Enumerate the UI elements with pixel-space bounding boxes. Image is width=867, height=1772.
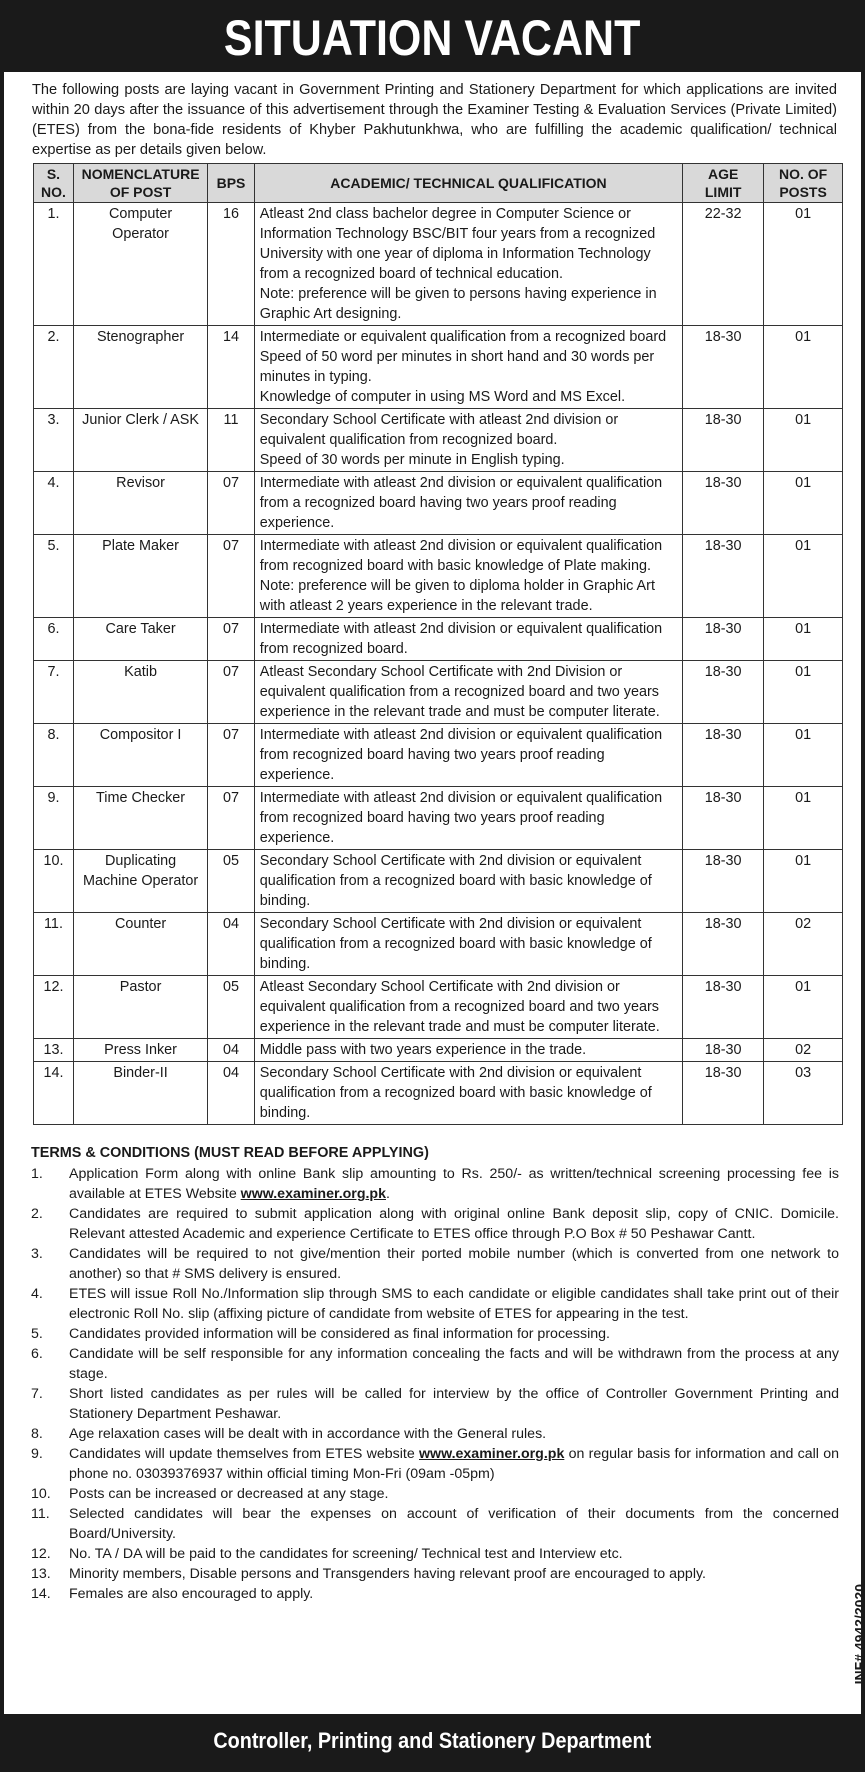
col-header-qualification: ACADEMIC/ TECHNICAL QUALIFICATION bbox=[254, 164, 682, 203]
cell-qualification: Intermediate or equivalent qualification from a recognized board Speed of 50 word per minutes in short hand and 30 words per minutes in typing. Knowledge of computer in using MS Word and MS Excel. bbox=[254, 326, 682, 409]
cell-qualification: Intermediate with atleast 2nd division or equivalent qualification from recognized board with basic knowledge of Plate making. Note: preference will be given to diploma holder in Graphic Art with atleast 2 years experience in the relevant trade. bbox=[254, 535, 682, 618]
term-text-tail: . bbox=[386, 1186, 390, 1202]
footer-banner bbox=[4, 1714, 861, 1768]
cell-age: 18-30 bbox=[683, 661, 764, 724]
term-text-body: Candidates will update themselves from ETES website bbox=[69, 1446, 419, 1462]
cell-post: Press Inker bbox=[73, 1039, 207, 1062]
cell-sno: 7. bbox=[34, 661, 74, 724]
cell-bps: 07 bbox=[208, 787, 255, 850]
cell-age: 18-30 bbox=[683, 535, 764, 618]
cell-post: Binder-II bbox=[73, 1062, 207, 1125]
term-text-body: Posts can be increased or decreased at any stage. bbox=[69, 1486, 389, 1502]
cell-bps: 04 bbox=[208, 913, 255, 976]
cell-age: 18-30 bbox=[683, 1062, 764, 1125]
list-item bbox=[31, 1164, 839, 1204]
term-text bbox=[69, 1284, 839, 1324]
table-row bbox=[34, 535, 843, 618]
cell-posts: 01 bbox=[764, 724, 843, 787]
col-header-sno: S. NO. bbox=[34, 164, 74, 203]
cell-sno: 8. bbox=[34, 724, 74, 787]
cell-qualification: Intermediate with atleast 2nd division or equivalent qualification from recognized board. bbox=[254, 618, 682, 661]
term-number: 5. bbox=[31, 1326, 43, 1342]
term-text-tail: on regular basis for information and call on phone no. 03039376937 within official timing Mon-Fri (09am -05pm) bbox=[69, 1446, 839, 1482]
col-header-bps: BPS bbox=[208, 164, 255, 203]
cell-sno: 11. bbox=[34, 913, 74, 976]
website-link[interactable]: www.examiner.org.pk bbox=[240, 1186, 386, 1202]
table-row bbox=[34, 913, 843, 976]
cell-age: 18-30 bbox=[683, 326, 764, 409]
header-banner bbox=[4, 4, 861, 72]
cell-bps: 04 bbox=[208, 1062, 255, 1125]
cell-post: Pastor bbox=[73, 976, 207, 1039]
cell-posts: 01 bbox=[764, 618, 843, 661]
cell-posts: 01 bbox=[764, 850, 843, 913]
term-text-body: Candidates will be required to not give/mention their ported mobile number (which is converted from one network to another) so that # SMS delivery is ensured. bbox=[69, 1246, 839, 1282]
term-text bbox=[69, 1164, 839, 1204]
website-link[interactable]: www.examiner.org.pk bbox=[419, 1446, 565, 1462]
cell-qualification: Atleast Secondary School Certificate with 2nd Division or equivalent qualification from a recognized board and two years experience in the relevant trade and must be computer literate. bbox=[254, 661, 682, 724]
cell-age: 22-32 bbox=[683, 203, 764, 326]
cell-age: 18-30 bbox=[683, 472, 764, 535]
term-number: 6. bbox=[31, 1346, 43, 1362]
list-item bbox=[31, 1244, 839, 1284]
cell-posts: 01 bbox=[764, 326, 843, 409]
cell-post: Revisor bbox=[73, 472, 207, 535]
term-number: 9. bbox=[31, 1446, 43, 1462]
list-item bbox=[31, 1584, 839, 1604]
cell-bps: 14 bbox=[208, 326, 255, 409]
cell-age: 18-30 bbox=[683, 724, 764, 787]
cell-post: Junior Clerk / ASK bbox=[73, 409, 207, 472]
table-row bbox=[34, 1062, 843, 1125]
term-text bbox=[69, 1584, 839, 1604]
list-item bbox=[31, 1484, 839, 1504]
table-row bbox=[34, 1039, 843, 1062]
cell-post: Time Checker bbox=[73, 787, 207, 850]
list-item bbox=[31, 1204, 839, 1244]
cell-sno: 2. bbox=[34, 326, 74, 409]
cell-qualification: Atleast Secondary School Certificate with 2nd division or equivalent qualification from a recognized board and two years experience in the relevant trade and must be computer literate. bbox=[254, 976, 682, 1039]
term-text bbox=[69, 1324, 839, 1344]
cell-post: Katib bbox=[73, 661, 207, 724]
list-item bbox=[31, 1424, 839, 1444]
term-number: 7. bbox=[31, 1386, 43, 1402]
cell-age: 18-30 bbox=[683, 850, 764, 913]
cell-bps: 11 bbox=[208, 409, 255, 472]
cell-sno: 10. bbox=[34, 850, 74, 913]
term-text-body: Age relaxation cases will be dealt with in accordance with the General rules. bbox=[69, 1426, 547, 1442]
cell-bps: 05 bbox=[208, 976, 255, 1039]
cell-posts: 01 bbox=[764, 661, 843, 724]
cell-posts: 03 bbox=[764, 1062, 843, 1125]
cell-qualification: Secondary School Certificate with 2nd division or equivalent qualification from a recognized board with basic knowledge of binding. bbox=[254, 913, 682, 976]
cell-bps: 04 bbox=[208, 1039, 255, 1062]
cell-sno: 14. bbox=[34, 1062, 74, 1125]
term-number: 2. bbox=[31, 1206, 43, 1222]
term-text bbox=[69, 1504, 839, 1544]
cell-post: Duplicating Machine Operator bbox=[73, 850, 207, 913]
intro-paragraph: The following posts are laying vacant in Government Printing and Stationery Department for which applications are invited within 20 days after the issuance of this advertisement through the Examiner Testing & Evaluation Services (Private Limited) (ETES) from the bona-fide residents of Khyber Pakhutunkhwa, who are fulfilling the academic qualification/ technical expertise as per details given below. bbox=[32, 82, 837, 158]
cell-age: 18-30 bbox=[683, 1039, 764, 1062]
terms-section bbox=[4, 1125, 861, 1604]
cell-posts: 02 bbox=[764, 913, 843, 976]
cell-posts: 02 bbox=[764, 1039, 843, 1062]
term-text-body: No. TA / DA will be paid to the candidates for screening/ Technical test and Interview etc. bbox=[69, 1546, 623, 1562]
term-text bbox=[69, 1204, 839, 1244]
cell-post: Counter bbox=[73, 913, 207, 976]
cell-bps: 07 bbox=[208, 535, 255, 618]
cell-sno: 13. bbox=[34, 1039, 74, 1062]
cell-age: 18-30 bbox=[683, 787, 764, 850]
cell-age: 18-30 bbox=[683, 618, 764, 661]
cell-sno: 5. bbox=[34, 535, 74, 618]
term-number: 12. bbox=[31, 1546, 51, 1562]
cell-post: Stenographer bbox=[73, 326, 207, 409]
cell-posts: 01 bbox=[764, 203, 843, 326]
term-text-body: ETES will issue Roll No./Information slip through SMS to each candidate or eligible candidates shall take print out of their electronic Roll No. slip (affixing picture of candidate from website of ETES for appearing in the test. bbox=[69, 1286, 839, 1322]
list-item bbox=[31, 1344, 839, 1384]
cell-bps: 05 bbox=[208, 850, 255, 913]
cell-post: Plate Maker bbox=[73, 535, 207, 618]
cell-sno: 1. bbox=[34, 203, 74, 326]
term-text bbox=[69, 1564, 839, 1584]
term-text bbox=[69, 1544, 839, 1564]
term-number: 8. bbox=[31, 1426, 43, 1442]
inf-number: INF# 4942/2020 bbox=[851, 1584, 867, 1685]
cell-bps: 07 bbox=[208, 661, 255, 724]
cell-sno: 6. bbox=[34, 618, 74, 661]
term-text-body: Selected candidates will bear the expenses on account of verification of their documents from the concerned Board/University. bbox=[69, 1506, 839, 1542]
cell-qualification: Intermediate with atleast 2nd division or equivalent qualification from a recognized board having two years proof reading experience. bbox=[254, 472, 682, 535]
term-text-body: Minority members, Disable persons and Transgenders having relevant proof are encouraged to apply. bbox=[69, 1566, 706, 1582]
col-header-post: NOMENCLATURE OF POST bbox=[73, 164, 207, 203]
term-number: 13. bbox=[31, 1566, 51, 1582]
list-item bbox=[31, 1544, 839, 1564]
term-text bbox=[69, 1344, 839, 1384]
list-item bbox=[31, 1324, 839, 1344]
cell-sno: 9. bbox=[34, 787, 74, 850]
table-row bbox=[34, 326, 843, 409]
cell-qualification: Secondary School Certificate with 2nd division or equivalent qualification from a recognized board with basic knowledge of binding. bbox=[254, 850, 682, 913]
table-row bbox=[34, 472, 843, 535]
table-row bbox=[34, 724, 843, 787]
term-text bbox=[69, 1424, 839, 1444]
cell-sno: 3. bbox=[34, 409, 74, 472]
posts-table bbox=[33, 163, 843, 1125]
footer-text: Controller, Printing and Stationery Department bbox=[213, 1728, 652, 1753]
table-row bbox=[34, 850, 843, 913]
term-number: 4. bbox=[31, 1286, 43, 1302]
cell-qualification: Secondary School Certificate with 2nd division or equivalent qualification from a recognized board with basic knowledge of binding. bbox=[254, 1062, 682, 1125]
cell-qualification: Secondary School Certificate with atleast 2nd division or equivalent qualification from recognized board. Speed of 30 words per minute in English typing. bbox=[254, 409, 682, 472]
terms-title: TERMS & CONDITIONS (MUST READ BEFORE APPLYING) bbox=[31, 1145, 429, 1161]
col-header-age: AGE LIMIT bbox=[683, 164, 764, 203]
cell-posts: 01 bbox=[764, 787, 843, 850]
table-row bbox=[34, 787, 843, 850]
term-text-body: Short listed candidates as per rules will be called for interview by the office of Controller Government Printing and Stationery Department Peshawar. bbox=[69, 1386, 839, 1422]
terms-list bbox=[31, 1164, 839, 1604]
term-number: 3. bbox=[31, 1246, 43, 1262]
term-number: 1. bbox=[31, 1166, 43, 1182]
cell-qualification: Intermediate with atleast 2nd division or equivalent qualification from recognized board having two years proof reading experience. bbox=[254, 787, 682, 850]
term-number: 11. bbox=[31, 1506, 50, 1522]
table-header-row bbox=[34, 164, 843, 203]
cell-bps: 07 bbox=[208, 472, 255, 535]
term-text-body: Candidates provided information will be considered as final information for processing. bbox=[69, 1326, 610, 1342]
list-item bbox=[31, 1504, 839, 1544]
cell-post: Compositor I bbox=[73, 724, 207, 787]
cell-sno: 4. bbox=[34, 472, 74, 535]
term-text-body: Application Form along with online Bank slip amounting to Rs. 250/- as written/technical screening processing fee is available at ETES Website bbox=[69, 1166, 839, 1202]
table-row bbox=[34, 661, 843, 724]
cell-post: Computer Operator bbox=[73, 203, 207, 326]
list-item bbox=[31, 1444, 839, 1484]
term-number: 14. bbox=[31, 1586, 51, 1602]
term-text-body: Females are also encouraged to apply. bbox=[69, 1586, 314, 1602]
cell-bps: 07 bbox=[208, 618, 255, 661]
cell-sno: 12. bbox=[34, 976, 74, 1039]
table-row bbox=[34, 203, 843, 326]
term-number: 10. bbox=[31, 1486, 51, 1502]
page-title: SITUATION VACANT bbox=[224, 10, 641, 66]
term-text-body: Candidate will be self responsible for any information concealing the facts and will be withdrawn from the process at any stage. bbox=[69, 1346, 839, 1382]
cell-qualification: Intermediate with atleast 2nd division or equivalent qualification from recognized board having two years proof reading experience. bbox=[254, 724, 682, 787]
list-item bbox=[31, 1384, 839, 1424]
cell-age: 18-30 bbox=[683, 409, 764, 472]
cell-posts: 01 bbox=[764, 535, 843, 618]
col-header-posts: NO. OF POSTS bbox=[764, 164, 843, 203]
cell-posts: 01 bbox=[764, 409, 843, 472]
cell-posts: 01 bbox=[764, 472, 843, 535]
cell-age: 18-30 bbox=[683, 976, 764, 1039]
cell-qualification: Middle pass with two years experience in the trade. bbox=[254, 1039, 682, 1062]
table-row bbox=[34, 618, 843, 661]
cell-age: 18-30 bbox=[683, 913, 764, 976]
table-row bbox=[34, 976, 843, 1039]
list-item bbox=[31, 1564, 839, 1584]
term-text bbox=[69, 1484, 839, 1504]
term-text bbox=[69, 1384, 839, 1424]
term-text-body: Candidates are required to submit application along with original online Bank deposit slip, copy of CNIC. Domicile. Relevant attested Academic and experience Certificate to ETES office through P.O Box # 50 Peshawar Cantt. bbox=[69, 1206, 839, 1242]
cell-bps: 16 bbox=[208, 203, 255, 326]
term-text bbox=[69, 1444, 839, 1484]
cell-post: Care Taker bbox=[73, 618, 207, 661]
list-item bbox=[31, 1284, 839, 1324]
term-text bbox=[69, 1244, 839, 1284]
cell-posts: 01 bbox=[764, 976, 843, 1039]
cell-qualification: Atleast 2nd class bachelor degree in Computer Science or Information Technology BSC/BIT four years from a recognized University with one year of diploma in Information Technology from a recognized board of technical education. Note: preference will be given to persons having experience in Graphic Art designing. bbox=[254, 203, 682, 326]
cell-bps: 07 bbox=[208, 724, 255, 787]
table-row bbox=[34, 409, 843, 472]
